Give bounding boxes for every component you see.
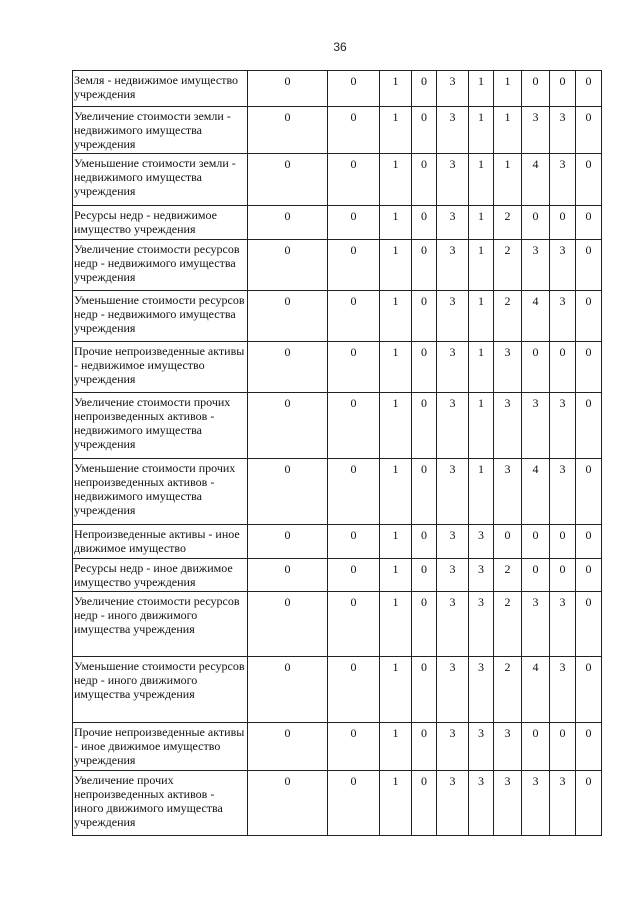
row-label: Прочие непроизведенные активы - недвижимое имущество учреждения [73, 342, 248, 393]
code-cell: 1 [380, 771, 412, 836]
code-cell: 3 [550, 657, 576, 723]
code-cell: 3 [550, 154, 576, 206]
code-cell: 0 [576, 240, 602, 291]
code-cell: 3 [437, 771, 469, 836]
code-cell: 3 [437, 592, 469, 657]
code-cell: 3 [469, 559, 494, 592]
code-cell: 0 [576, 154, 602, 206]
code-cell: 0 [412, 459, 437, 525]
code-cell: 0 [328, 154, 380, 206]
row-label: Уменьшение стоимости земли - недвижимого имущества учреждения [73, 154, 248, 206]
code-cell: 0 [550, 723, 576, 771]
code-cell: 1 [469, 291, 494, 342]
code-cell: 0 [328, 240, 380, 291]
code-cell: 3 [437, 393, 469, 459]
code-cell: 0 [248, 723, 328, 771]
code-cell: 2 [494, 592, 522, 657]
code-cell: 1 [380, 559, 412, 592]
code-cell: 0 [576, 525, 602, 559]
code-cell: 0 [550, 525, 576, 559]
row-label: Увеличение стоимости ресурсов недр - иного движимого имущества учреждения [73, 592, 248, 657]
code-cell: 0 [576, 71, 602, 107]
code-cell: 0 [328, 291, 380, 342]
code-cell: 0 [328, 71, 380, 107]
code-cell: 0 [248, 206, 328, 240]
code-cell: 3 [522, 771, 550, 836]
code-cell: 0 [412, 342, 437, 393]
code-cell: 0 [328, 393, 380, 459]
code-cell: 3 [437, 154, 469, 206]
code-cell: 0 [550, 206, 576, 240]
code-cell: 0 [248, 154, 328, 206]
code-cell: 3 [550, 107, 576, 154]
code-cell: 0 [248, 240, 328, 291]
code-cell: 4 [522, 459, 550, 525]
code-cell: 0 [494, 525, 522, 559]
code-cell: 0 [412, 592, 437, 657]
row-label: Увеличение стоимости прочих непроизведенных активов - недвижимого имущества учреждения [73, 393, 248, 459]
code-cell: 3 [469, 525, 494, 559]
code-cell: 3 [550, 771, 576, 836]
code-cell: 0 [328, 206, 380, 240]
code-cell: 0 [328, 657, 380, 723]
row-label: Уменьшение стоимости ресурсов недр - недвижимого имущества учреждения [73, 291, 248, 342]
code-cell: 0 [522, 71, 550, 107]
code-cell: 0 [248, 291, 328, 342]
code-cell: 0 [412, 657, 437, 723]
code-cell: 1 [380, 723, 412, 771]
code-cell: 0 [550, 342, 576, 393]
code-cell: 0 [328, 107, 380, 154]
code-cell: 3 [469, 771, 494, 836]
code-cell: 0 [576, 592, 602, 657]
row-label: Ресурсы недр - иное движимое имущество учреждения [73, 559, 248, 592]
table-row [73, 154, 602, 206]
code-cell: 0 [576, 291, 602, 342]
code-cell: 0 [328, 723, 380, 771]
table-row [73, 459, 602, 525]
code-cell: 0 [412, 723, 437, 771]
code-cell: 3 [550, 393, 576, 459]
code-cell: 1 [380, 393, 412, 459]
table-row [73, 342, 602, 393]
row-label: Ресурсы недр - недвижимое имущество учреждения [73, 206, 248, 240]
code-cell: 0 [412, 525, 437, 559]
code-cell: 1 [380, 107, 412, 154]
table-row [73, 771, 602, 836]
code-cell: 1 [380, 291, 412, 342]
code-cell: 1 [469, 107, 494, 154]
code-cell: 3 [437, 525, 469, 559]
code-cell: 3 [550, 459, 576, 525]
code-cell: 1 [469, 342, 494, 393]
table-row [73, 393, 602, 459]
code-cell: 1 [469, 154, 494, 206]
code-cell: 3 [437, 291, 469, 342]
code-cell: 0 [522, 525, 550, 559]
code-cell: 0 [576, 107, 602, 154]
code-cell: 3 [494, 771, 522, 836]
code-cell: 0 [576, 559, 602, 592]
code-cell: 0 [328, 459, 380, 525]
code-cell: 0 [248, 559, 328, 592]
code-cell: 1 [380, 71, 412, 107]
code-cell: 3 [469, 723, 494, 771]
code-cell: 3 [437, 342, 469, 393]
code-cell: 0 [412, 154, 437, 206]
code-cell: 3 [494, 342, 522, 393]
account-codes-table [72, 70, 602, 836]
code-cell: 0 [576, 342, 602, 393]
code-cell: 4 [522, 657, 550, 723]
code-cell: 2 [494, 657, 522, 723]
code-cell: 1 [380, 206, 412, 240]
code-cell: 0 [576, 459, 602, 525]
code-cell: 0 [412, 771, 437, 836]
code-cell: 1 [469, 240, 494, 291]
row-label: Уменьшение стоимости прочих непроизведенных активов - недвижимого имущества учреждения [73, 459, 248, 525]
row-label: Уменьшение стоимости ресурсов недр - иного движимого имущества учреждения [73, 657, 248, 723]
row-label: Непроизведенные активы - иное движимое имущество [73, 525, 248, 559]
code-cell: 0 [576, 393, 602, 459]
code-cell: 0 [328, 771, 380, 836]
code-cell: 1 [469, 459, 494, 525]
code-cell: 3 [494, 459, 522, 525]
code-cell: 3 [437, 240, 469, 291]
code-cell: 0 [576, 771, 602, 836]
code-cell: 3 [437, 206, 469, 240]
code-cell: 0 [328, 559, 380, 592]
code-cell: 3 [550, 240, 576, 291]
code-cell: 0 [328, 592, 380, 657]
table-row [73, 723, 602, 771]
code-cell: 1 [469, 393, 494, 459]
code-cell: 0 [328, 342, 380, 393]
code-cell: 0 [248, 771, 328, 836]
code-cell: 0 [412, 393, 437, 459]
code-cell: 1 [380, 525, 412, 559]
code-cell: 0 [522, 206, 550, 240]
code-cell: 3 [469, 657, 494, 723]
code-cell: 2 [494, 206, 522, 240]
code-cell: 0 [248, 107, 328, 154]
code-cell: 3 [522, 107, 550, 154]
table-row [73, 206, 602, 240]
code-cell: 3 [469, 592, 494, 657]
code-cell: 1 [380, 240, 412, 291]
code-cell: 1 [494, 71, 522, 107]
row-label: Прочие непроизведенные активы - иное движимое имущество учреждения [73, 723, 248, 771]
code-cell: 3 [437, 107, 469, 154]
table-row [73, 240, 602, 291]
code-cell: 0 [550, 71, 576, 107]
code-cell: 3 [437, 723, 469, 771]
code-cell: 3 [437, 71, 469, 107]
code-cell: 3 [522, 393, 550, 459]
code-cell: 1 [380, 657, 412, 723]
code-cell: 1 [380, 592, 412, 657]
table-row [73, 71, 602, 107]
code-cell: 0 [522, 723, 550, 771]
page-number: 36 [333, 40, 347, 54]
code-cell: 1 [494, 107, 522, 154]
code-cell: 1 [380, 342, 412, 393]
code-cell: 0 [522, 342, 550, 393]
code-cell: 1 [469, 71, 494, 107]
code-cell: 1 [494, 154, 522, 206]
code-cell: 0 [328, 525, 380, 559]
table-row [73, 291, 602, 342]
code-cell: 0 [412, 71, 437, 107]
code-cell: 1 [380, 154, 412, 206]
code-cell: 3 [522, 592, 550, 657]
code-cell: 0 [248, 525, 328, 559]
row-label: Увеличение стоимости земли - недвижимого имущества учреждения [73, 107, 248, 154]
code-cell: 1 [380, 459, 412, 525]
table-body [73, 71, 602, 836]
row-label: Увеличение прочих непроизведенных активов - иного движимого имущества учреждения [73, 771, 248, 836]
code-cell: 3 [437, 657, 469, 723]
row-label: Земля - недвижимое имущество учреждения [73, 71, 248, 107]
code-cell: 3 [550, 291, 576, 342]
code-cell: 0 [412, 291, 437, 342]
code-cell: 0 [412, 240, 437, 291]
code-cell: 2 [494, 559, 522, 592]
code-cell: 0 [576, 206, 602, 240]
code-cell: 0 [248, 393, 328, 459]
code-cell: 0 [550, 559, 576, 592]
code-cell: 0 [248, 342, 328, 393]
code-cell: 3 [494, 393, 522, 459]
code-cell: 0 [248, 71, 328, 107]
table-row [73, 559, 602, 592]
table-row [73, 592, 602, 657]
code-cell: 0 [412, 206, 437, 240]
code-cell: 0 [248, 592, 328, 657]
code-cell: 3 [494, 723, 522, 771]
row-label: Увеличение стоимости ресурсов недр - недвижимого имущества учреждения [73, 240, 248, 291]
code-cell: 0 [412, 107, 437, 154]
code-cell: 3 [437, 459, 469, 525]
code-cell: 0 [248, 657, 328, 723]
table-row [73, 107, 602, 154]
code-cell: 4 [522, 291, 550, 342]
code-cell: 0 [576, 657, 602, 723]
code-cell: 2 [494, 291, 522, 342]
code-cell: 0 [248, 459, 328, 525]
table-row [73, 657, 602, 723]
code-cell: 0 [412, 559, 437, 592]
code-cell: 0 [522, 559, 550, 592]
code-cell: 3 [522, 240, 550, 291]
code-cell: 3 [550, 592, 576, 657]
code-cell: 0 [576, 723, 602, 771]
code-cell: 1 [469, 206, 494, 240]
code-cell: 2 [494, 240, 522, 291]
code-cell: 4 [522, 154, 550, 206]
table-row [73, 525, 602, 559]
code-cell: 3 [437, 559, 469, 592]
